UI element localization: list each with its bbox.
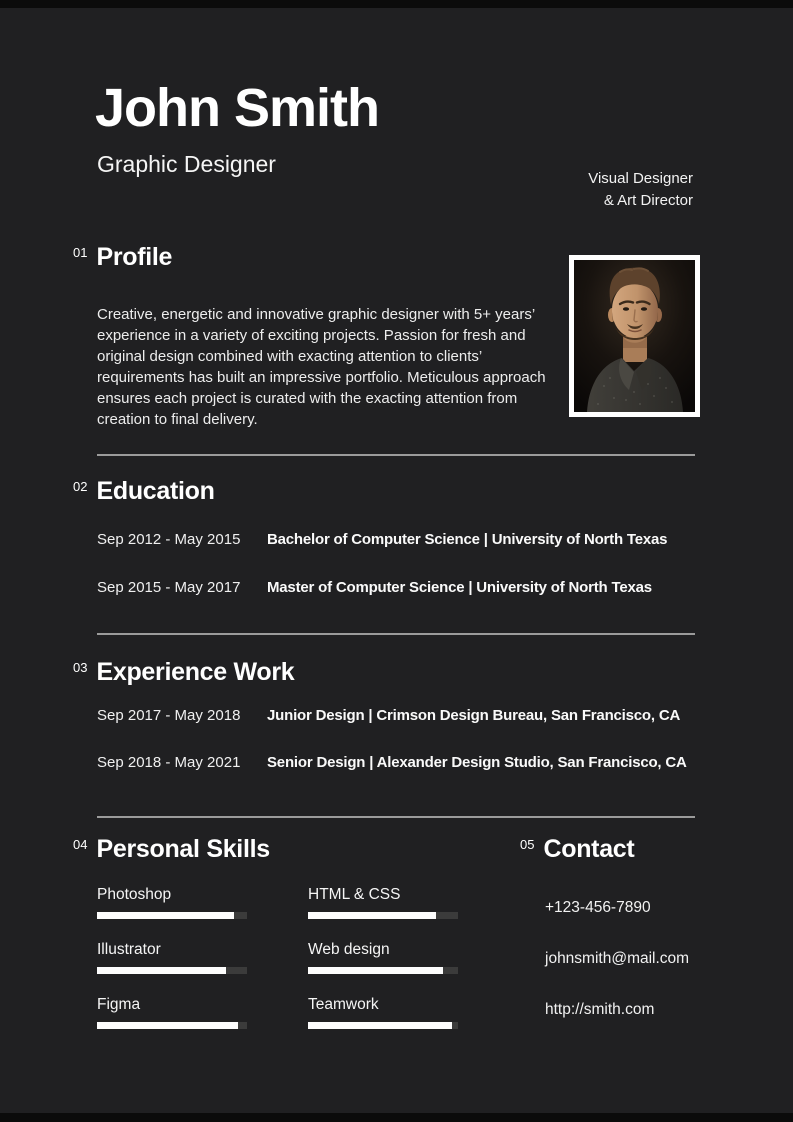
- experience-section-number: 03: [73, 660, 88, 675]
- profile-section-heading: [73, 244, 172, 272]
- profile-section-title: Profile: [96, 243, 173, 271]
- experience-description: Senior Design | Alexander Design Studio, San Francisco, CA: [267, 754, 687, 771]
- education-description: Master of Computer Science | University of North Texas: [267, 579, 652, 596]
- skill-bar-track: [97, 1022, 247, 1029]
- skills-section-number: 04: [73, 837, 88, 852]
- contact-list: [545, 899, 689, 1052]
- education-dates: Sep 2012 - May 2015: [97, 531, 241, 548]
- skill-bar-fill: [97, 967, 226, 974]
- experience-entry: [97, 707, 680, 724]
- experience-section-title: Experience Work: [96, 658, 295, 686]
- bottom-border-strip: [0, 1113, 793, 1122]
- contact-section-heading: [520, 836, 634, 864]
- contact-website: http://smith.com: [545, 1001, 655, 1018]
- experience-entry: [97, 754, 687, 771]
- contact-email: johnsmith@mail.com: [545, 950, 690, 967]
- skills-grid: [97, 886, 458, 1029]
- experience-description: Junior Design | Crimson Design Bureau, San Francisco, CA: [267, 707, 681, 724]
- skill-bar-fill: [97, 912, 234, 919]
- job-title: Graphic Designer: [97, 151, 276, 177]
- skill-item: [308, 941, 458, 974]
- education-section-number: 02: [73, 479, 88, 494]
- skills-section-title: Personal Skills: [96, 835, 270, 863]
- tagline-line-1: Visual Designer: [588, 170, 693, 187]
- skill-bar-fill: [308, 1022, 452, 1029]
- profile-section-number: 01: [73, 245, 88, 260]
- skill-item: [97, 996, 247, 1029]
- contact-section-number: 05: [520, 837, 535, 852]
- skill-label: Teamwork: [308, 996, 379, 1013]
- skill-item: [308, 886, 458, 919]
- tagline: [588, 168, 693, 211]
- experience-section-heading: [73, 659, 294, 687]
- education-section-heading: [73, 478, 215, 506]
- skill-label: Figma: [97, 996, 141, 1013]
- education-entry: [97, 531, 667, 548]
- tagline-line-2: & Art Director: [603, 191, 693, 209]
- contact-section-title: Contact: [543, 835, 635, 863]
- skill-bar-fill: [308, 912, 436, 919]
- person-name: John Smith: [95, 78, 379, 138]
- section-divider-1: [97, 454, 695, 456]
- skill-label: Photoshop: [97, 886, 172, 903]
- skill-bar-track: [308, 1022, 458, 1029]
- skills-section-heading: [73, 836, 270, 864]
- skill-bar-track: [97, 912, 247, 919]
- skill-label: Web design: [308, 941, 390, 958]
- top-border-strip: [0, 0, 793, 8]
- skill-bar-fill: [97, 1022, 238, 1029]
- education-description: Bachelor of Computer Science | University of North Texas: [267, 531, 668, 548]
- skill-bar-track: [308, 967, 458, 974]
- contact-phone: +123-456-7890: [545, 899, 651, 916]
- skill-item: [97, 886, 247, 919]
- skill-bar-track: [308, 912, 458, 919]
- skill-bar-fill: [308, 967, 443, 974]
- portrait-photo: [569, 255, 700, 417]
- profile-summary-text: Creative, energetic and innovative graphic designer with 5+ years’ experience in a variety of exciting projects. Passion for fresh and original design combined with exacting attention to clients’ requirements has built an impressive portfolio. Meticulous approach ensures each project is curated with the exacting attention from creation to final delivery.: [97, 306, 546, 428]
- skill-label: HTML & CSS: [308, 886, 401, 903]
- experience-dates: Sep 2017 - May 2018: [97, 707, 241, 724]
- portrait-photo-illustration: [574, 260, 695, 412]
- skill-bar-track: [97, 967, 247, 974]
- section-divider-3: [97, 816, 695, 818]
- education-entry: [97, 579, 652, 596]
- experience-dates: Sep 2018 - May 2021: [97, 754, 241, 771]
- skill-label: Illustrator: [97, 941, 161, 958]
- skill-item: [97, 941, 247, 974]
- education-dates: Sep 2015 - May 2017: [97, 579, 241, 596]
- education-section-title: Education: [96, 477, 215, 505]
- section-divider-2: [97, 633, 695, 635]
- skill-item: [308, 996, 458, 1029]
